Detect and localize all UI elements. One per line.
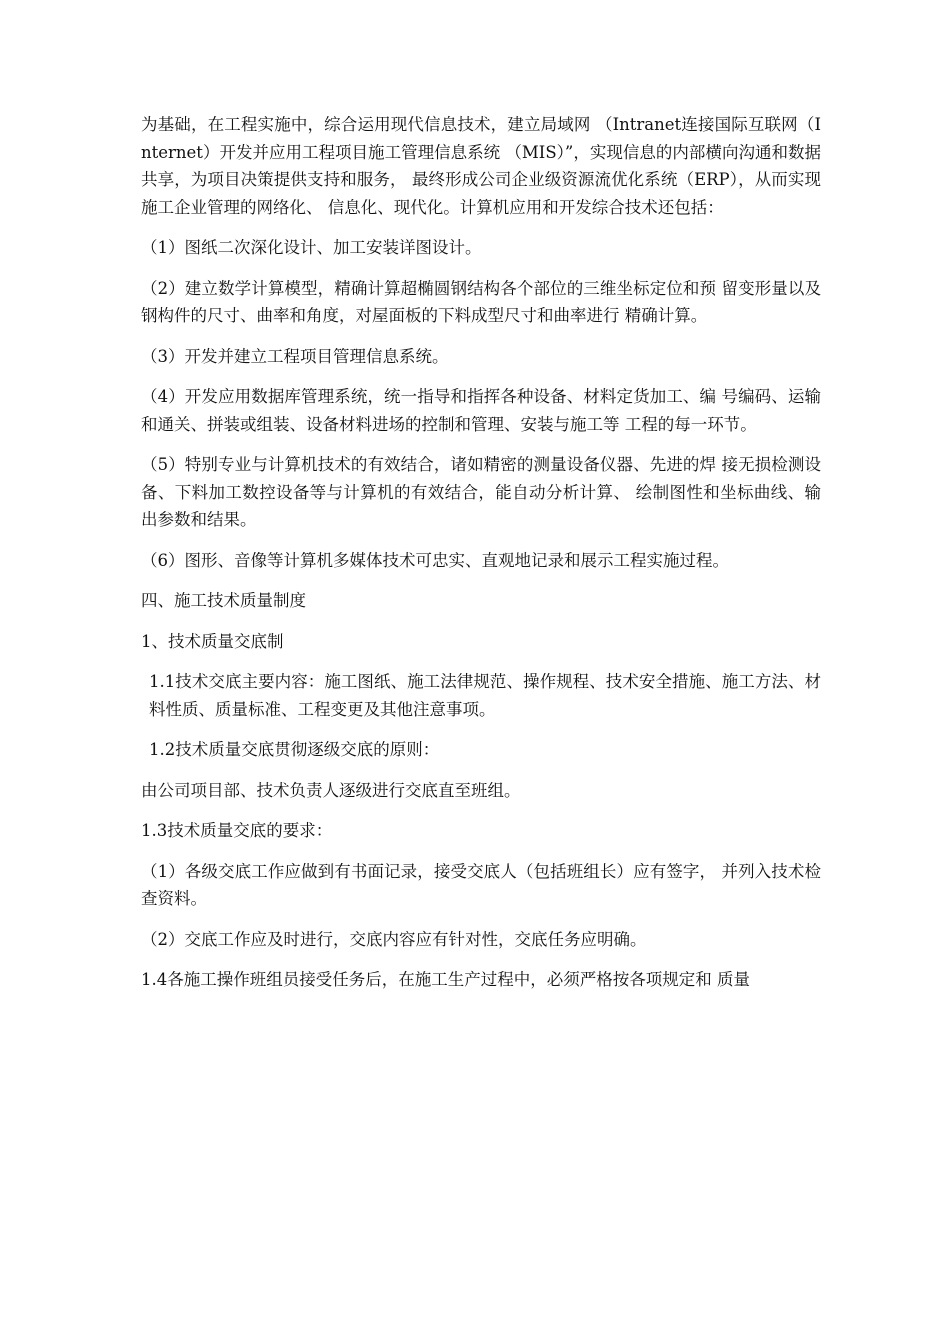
paragraph-item-6: （6）图形、音像等计算机多媒体技术可忠实、直观地记录和展示工程实施过程。 xyxy=(141,550,729,570)
paragraph-1-3: 1.3技术质量交底的要求： xyxy=(141,821,333,840)
paragraph-1-2-detail: 由公司项目部、技术负责人逐级进行交底直至班组。 xyxy=(141,780,521,800)
paragraph-item-1: （1）图纸二次深化设计、加工安装详图设计。 xyxy=(141,238,482,257)
section-heading: 四、施工技术质量制度 xyxy=(141,591,306,610)
paragraph-item-5: （5）特别专业与计算机技术的有效结合，诸如精密的测量设备仪器、先进的焊 接无损检测设备、下料加工数控设备等与计算机的有效结合，能自动分析计算、 绘制图性和坐标曲线、输出参数和结果。 xyxy=(141,455,821,529)
paragraph-1-1: 1.1技术交底主要内容：施工图纸、施工法律规范、操作规程、技术安全措施、施工方法、材料性质、质量标准、工程变更及其他注意事项。 xyxy=(149,672,821,719)
paragraph-intro: 为基础，在工程实施中，综合运用现代信息技术，建立局域网 （Intranet连接国际互联网（Internet）开发并应用工程项目施工管理信息系统 （MIS）”，实现信息的内部横向沟通和数据共享，为项目决策提供支持和服务， 最终形成公司企业级资源流优化系统（ERP），从而实现施工企业管理的网络化、 信息化、现代化。计算机应用和开发综合技术还包括： xyxy=(141,115,821,217)
paragraph-1-2: 1.2技术质量交底贯彻逐级交底的原则： xyxy=(149,740,440,759)
paragraph-item-2: （2）建立数学计算模型，精确计算超椭圆钢结构各个部位的三维坐标定位和预 留变形量以及钢构件的尺寸、曲率和角度，对屋面板的下料成型尺寸和曲率进行 精确计算。 xyxy=(141,278,821,325)
document-body xyxy=(141,111,821,1007)
paragraph-item-4: （4）开发应用数据库管理系统，统一指导和指挥各种设备、材料定货加工、编 号编码、运输和通关、拼装或组装、设备材料进场的控制和管理、安装与施工等 工程的每一环节。 xyxy=(141,387,821,434)
paragraph-1-3-item-2: （2）交底工作应及时进行，交底内容应有针对性，交底任务应明确。 xyxy=(141,929,647,949)
paragraph-1-3-item-1: （1）各级交底工作应做到有书面记录，接受交底人（包括班组长）应有签字， 并列入技术检查资料。 xyxy=(141,861,821,908)
paragraph-1-4: 1.4各施工操作班组员接受任务后，在施工生产过程中，必须严格按各项规定和 质量 xyxy=(141,970,750,989)
paragraph-item-3: （3）开发并建立工程项目管理信息系统。 xyxy=(141,346,449,366)
subsection-heading: 1、技术质量交底制 xyxy=(141,631,284,651)
